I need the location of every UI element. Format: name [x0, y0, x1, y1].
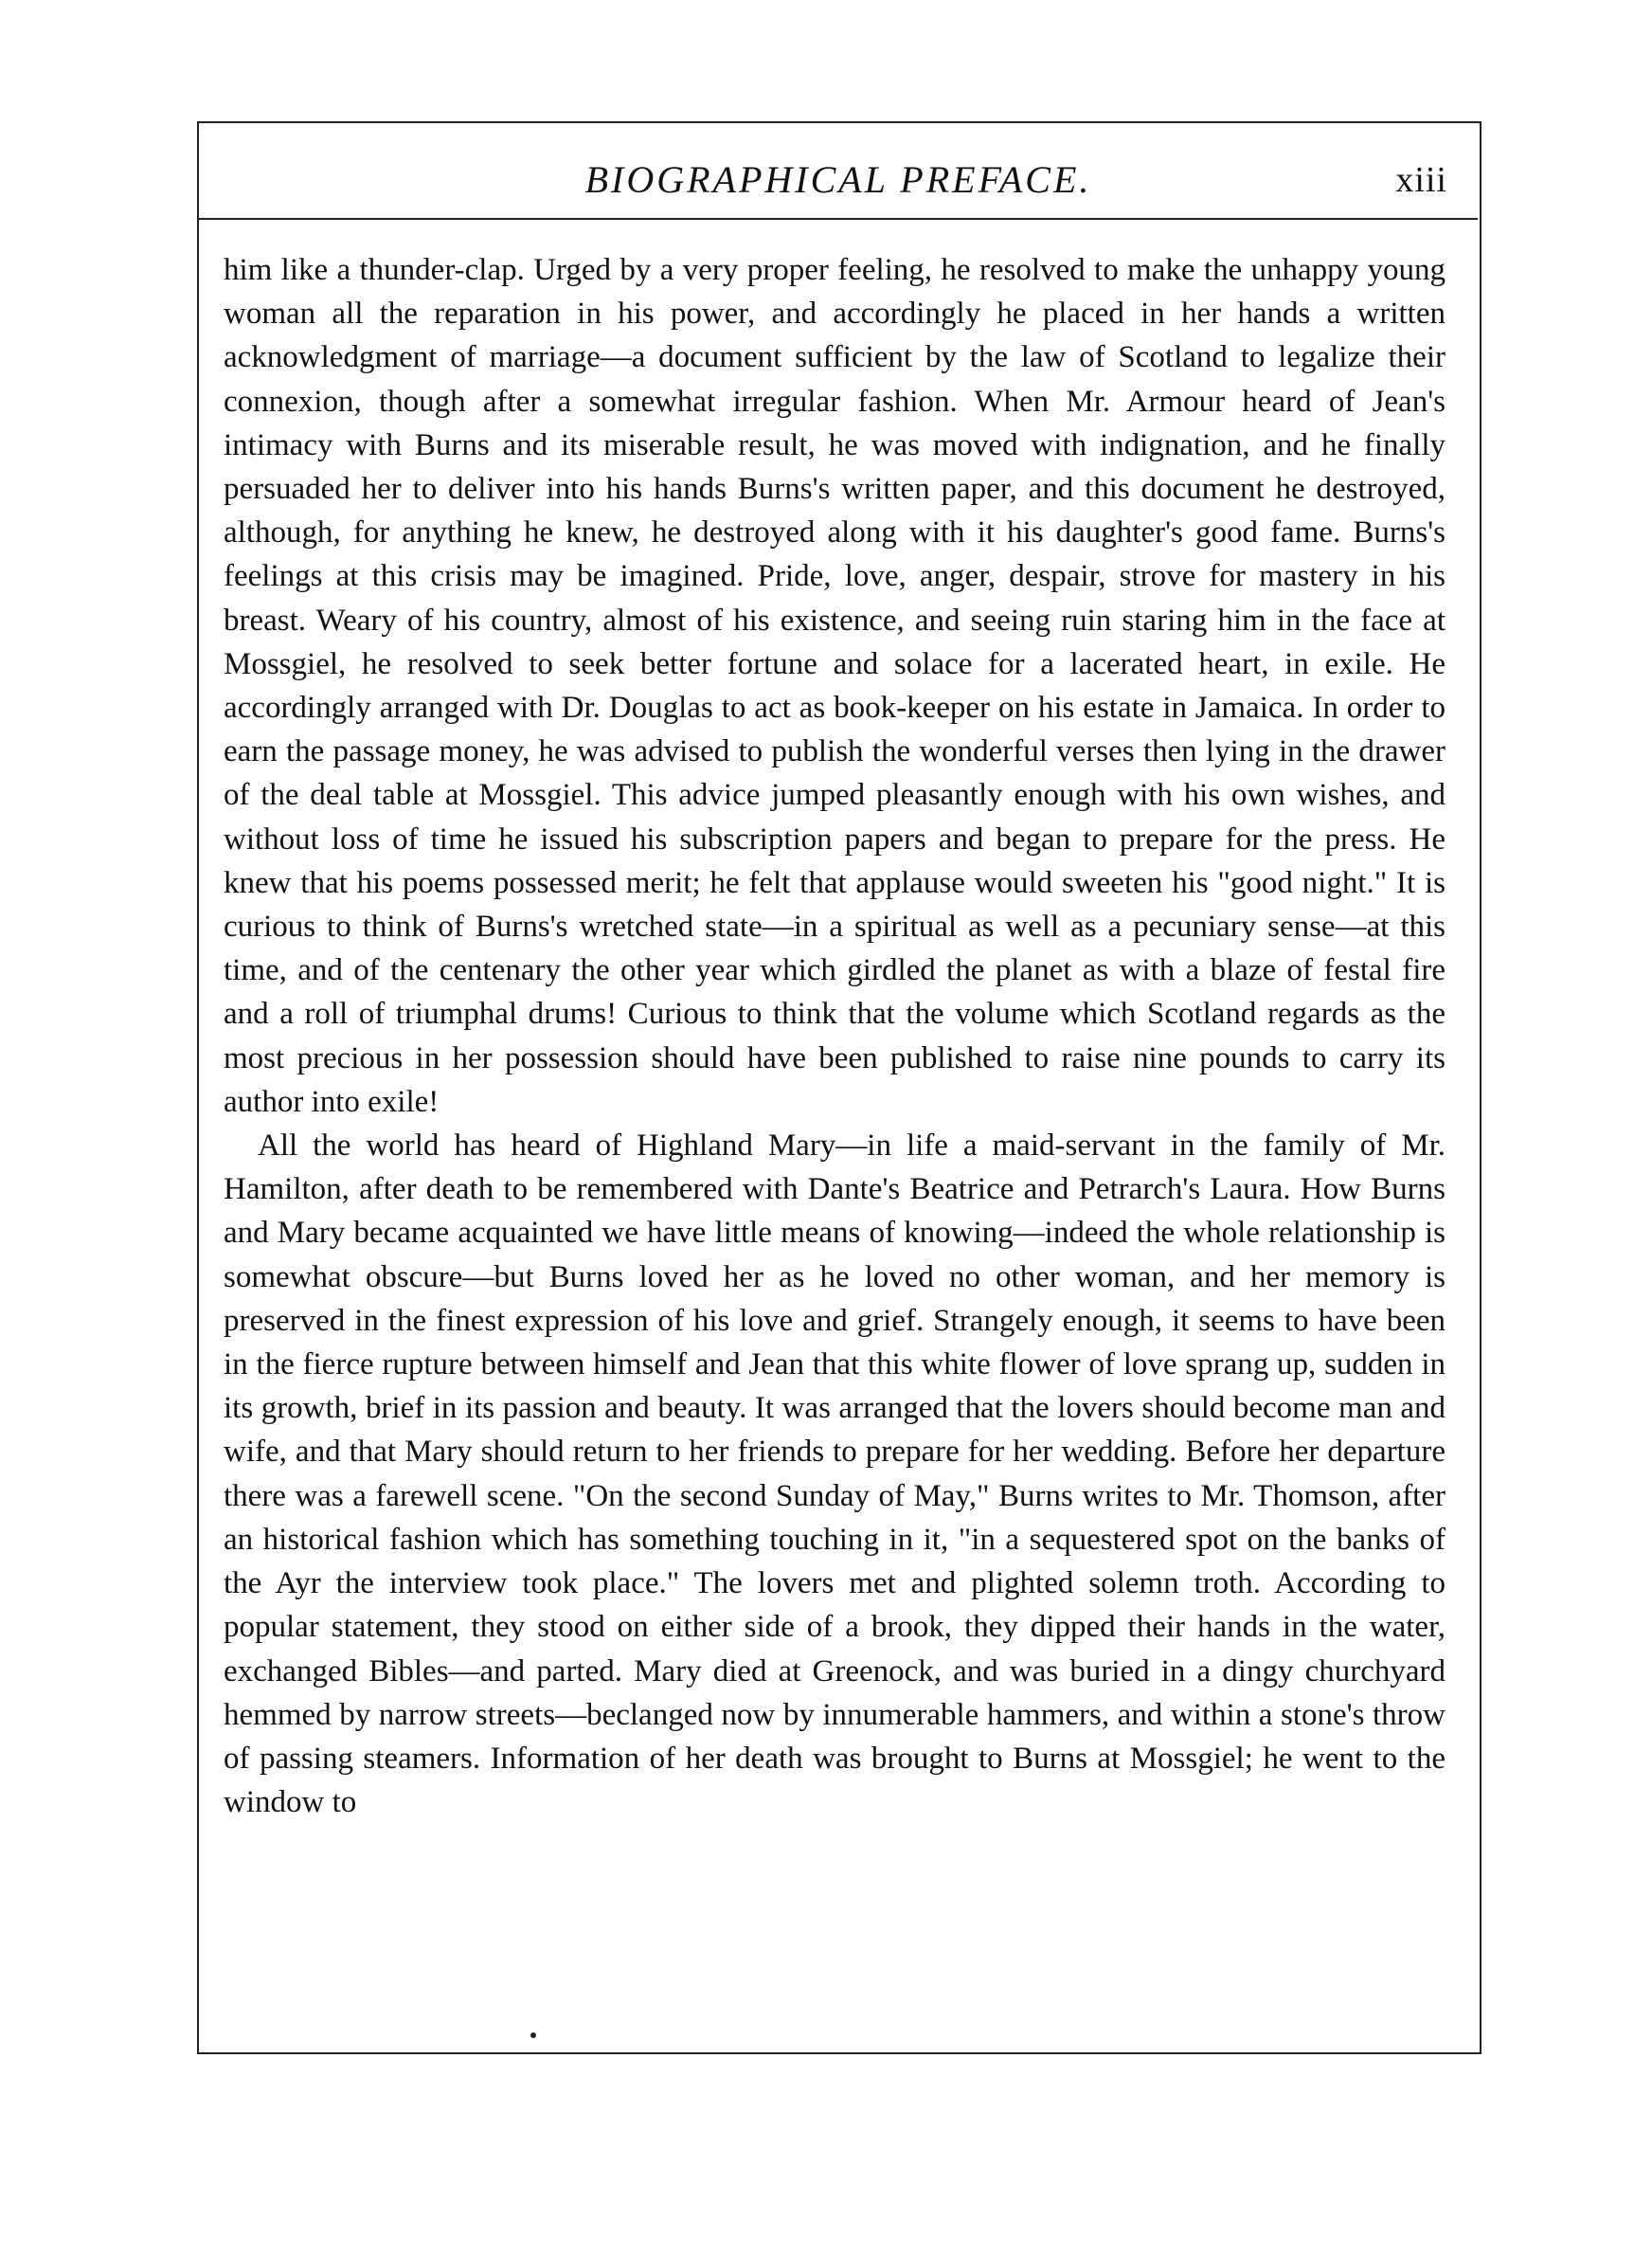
paragraph-2: All the world has heard of Highland Mary—in life a maid-servant in the family of Mr. Hamilton, after death to be remembered with Dante's Beatrice and Petrarch's Laura. How Burns and Mary became acquainted we have little means of knowing—indeed the whole relationship is somewhat obscure—but Burns loved her as he loved no other woman, and her memory is preserved in the finest expression of his love and grief. Strangely enough, it seems to have been in the fierce rupture between himself and Jean that this white flower of love sprang up, sudden in its growth, brief in its passion and beauty. It was arranged that the lovers should become man and wife, and that Mary should return to her friends to prepare for her wedding. Before her departure there was a farewell scene. "On the second Sunday of May," Burns writes to Mr. Thomson, after an historical fashion which has something touching in it, "in a sequestered spot on the banks of the Ayr the interview took place." The lovers met and plighted solemn troth. According to popular statement, they stood on either side of a brook, they dipped their hands in the water, exchanged Bibles—and parted. Mary died at Greenock, and was buried in a dingy churchyard hemmed by narrow streets—beclanged now by innumerable hammers, and within a stone's throw of passing steamers. Information of her death was brought to Burns at Mossgiel; he went to the window to — [224, 1128, 1446, 1820]
running-header — [199, 152, 1478, 220]
bottom-rule — [197, 2052, 1481, 2054]
printer-mark — [530, 2032, 536, 2038]
body-text — [224, 248, 1446, 1824]
page-number: xiii — [1395, 160, 1447, 200]
paragraph-1: him like a thunder-clap. Urged by a very proper feeling, he resolved to make the unhappy young woman all the reparation in his power, and accordingly he placed in her hands a written acknowledgment of marriage—a document sufficient by the law of Scotland to legalize their connexion, though after a somewhat irregular fashion. When Mr. Armour heard of Jean's intimacy with Burns and its miserable result, he was moved with indignation, and he finally persuaded her to deliver into his hands Burns's written paper, and this document he destroyed, although, for anything he knew, he destroyed along with it his daughter's good fame. Burns's feelings at this crisis may be imagined. Pride, love, anger, despair, strove for mastery in his breast. Weary of his country, almost of his existence, and seeing ruin staring him in the face at Mossgiel, he resolved to seek better fortune and solace for a lacerated heart, in exile. He accordingly arranged with Dr. Douglas to act as book-keeper on his estate in Jamaica. In order to earn the passage money, he was advised to publish the wonderful verses then lying in the drawer of the deal table at Mossgiel. This advice jumped pleasantly enough with his own wishes, and without loss of time he issued his subscription papers and began to prepare for the press. He knew that his poems possessed merit; he felt that applause would sweeten his "good night." It is curious to think of Burns's wretched state—in a spiritual as well as a pecuniary sense—at this time, and of the centenary the other year which girdled the planet as with a blaze of festal fire and a roll of triumphal drums! Curious to think that the volume which Scotland regards as the most precious in her possession should have been published to raise nine pounds to carry its author into exile! — [224, 253, 1446, 1119]
running-title: BIOGRAPHICAL PREFACE. — [584, 158, 1092, 201]
